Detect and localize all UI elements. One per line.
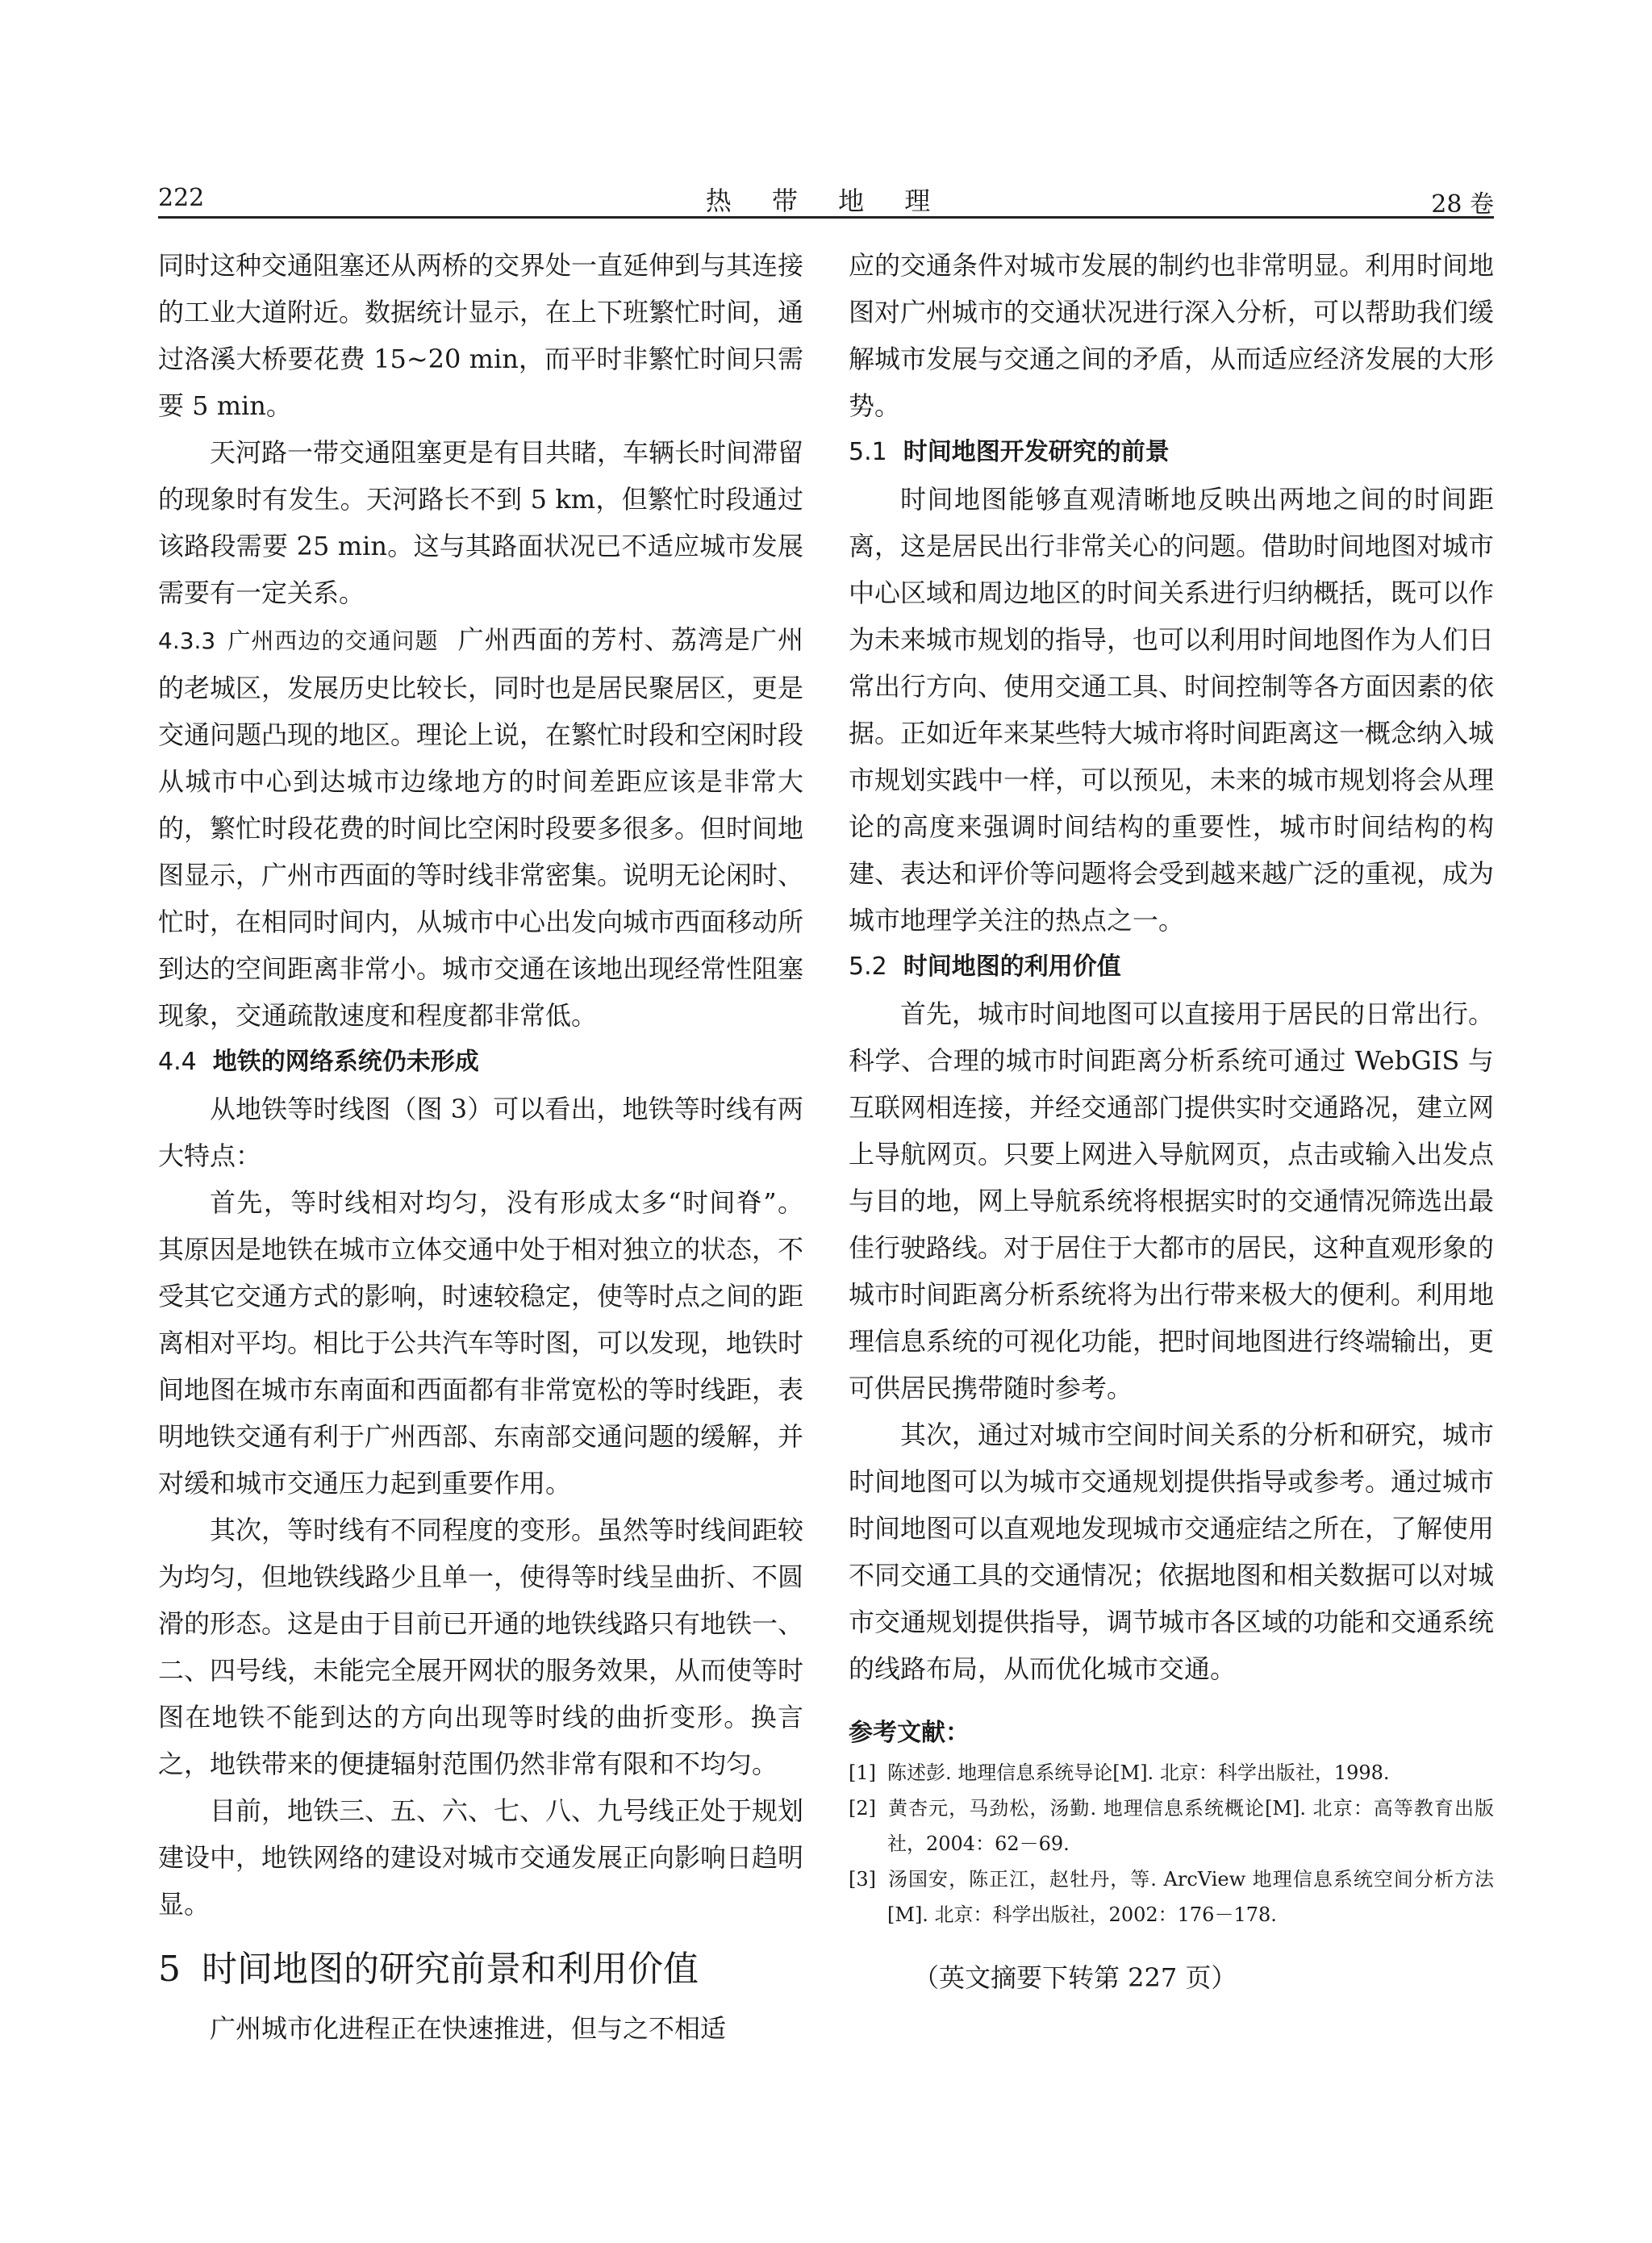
paragraph: 应的交通条件对城市发展的制约也非常明显。利用时间地图对广州城市的交通状况进行深入分析，可以帮助我们缓解城市发展与交通之间的矛盾，从而适应经济发展的大形势。 [849,250,1495,421]
section-number: 4.3.3 [158,627,216,654]
section-heading-5-1 [849,429,1494,476]
paragraph: 其次，等时线有不同程度的变形。虽然等时线间距较为均匀，但地铁线路少且单一，使得等时线呈曲折、不圆滑的形态。这是由于目前已开通的地铁线路只有地铁一、二、四号线，未能完全展开网状的服务效果，从而使等时图在地铁不能到达的方向出现等时线的曲折变形。换言之，地铁带来的便捷辐射范围仍然非常有限和不均匀。 [158,1515,804,1779]
reference-item [849,1755,1494,1791]
journal-title: 热 带 地 理 [705,186,947,216]
section-title: 时间地图开发研究的前景 [903,438,1170,466]
header-rule [158,216,1494,219]
section-number: 5.1 [849,438,887,466]
section-number: 4.4 [158,1048,197,1076]
section-number: 5 [158,1949,181,1990]
reference-item [849,1791,1494,1862]
reference-number: [3] [849,1868,876,1891]
section-title: 时间地图的研究前景和利用价值 [202,1949,699,1990]
paragraph: 时间地图能够直观清晰地反映出两地之间的时间距离，这是居民出行非常关心的问题。借助时间地图对城市中心区域和周边地区的时间关系进行归纳概括，既可以作为未来城市规划的指导，也可以利用时间地图作为人们日常出行方向、使用交通工具、时间控制等各方面因素的依据。正如近年来某些特大城市将时间距离这一概念纳入城市规划实践中一样，可以预见，未来的城市规划将会从理论的高度来强调时间结构的重要性，城市时间结构的构建、表达和评价等问题将会受到越来越广泛的重视，成为城市地理学关注的热点之一。 [849,484,1495,936]
section-title: 广州西边的交通问题 [227,627,439,654]
section-heading-4-4 [158,1039,803,1086]
reference-text: 黄杏元，马劲松，汤勤. 地理信息系统概论[M]. 北京：高等教育出版社，2004：62－69. [887,1797,1494,1855]
section-heading-5 [158,1939,803,2000]
volume-label: 28 卷 [1431,190,1494,219]
reference-item [849,1862,1494,1932]
reference-number: [1] [849,1761,876,1784]
paragraph: 天河路一带交通阻塞更是有目共睹，车辆长时间滞留的现象时有发生。天河路长不到 5 km，但繁忙时段通过该路段需要 25 min。这与其路面状况已不适应城市发展需要有一定关系。 [158,437,804,608]
paragraph: 广州城市化进程正在快速推进，但与之不相适 [210,2013,727,2044]
paragraph: 目前，地铁三、五、六、七、八、九号线正处于规划建设中，地铁网络的建设对城市交通发展正向影响日趋明显。 [158,1795,804,1920]
right-column [849,242,1494,2000]
paragraph: 其次，通过对城市空间时间关系的分析和研究，城市时间地图可以为城市交通规划提供指导或参考。通过城市时间地图可以直观地发现城市交通症结之所在，了解使用不同交通工具的交通情况；依据地图和相关数据可以对城市交通规划提供指导，调节城市各区域的功能和交通系统的线路布局，从而优化城市交通。 [849,1420,1495,1684]
references-heading: 参考文献： [849,1719,970,1747]
subsection-4-3-3 [158,616,803,1039]
continuation-note: （英文摘要下转第 227 页） [913,1962,1237,1993]
section-heading-5-2 [849,944,1494,990]
running-header [158,179,1494,219]
paragraph: 同时这种交通阻塞还从两桥的交界处一直延伸到与其连接的工业大道附近。数据统计显示，在上下班繁忙时间，通过洛溪大桥要花费 15~20 min，而平时非繁忙时间只需要 5 min。 [158,250,804,421]
page-number: 222 [158,184,205,212]
reference-text: 陈述彭. 地理信息系统导论[M]. 北京：科学出版社，1998. [887,1761,1390,1784]
section-number: 5.2 [849,953,887,981]
section-title: 时间地图的利用价值 [903,953,1121,981]
reference-number: [2] [849,1797,876,1820]
left-column [158,242,803,2052]
section-title: 地铁的网络系统仍未形成 [212,1048,479,1076]
paragraph: 首先，等时线相对均匀，没有形成太多“时间脊”。其原因是地铁在城市立体交通中处于相对独立的状态，不受其它交通方式的影响，时速较稳定，使等时点之间的距离相对平均。相比于公共汽车等时图，可以发现，地铁时间地图在城市东南面和西面都有非常宽松的等时线距，表明地铁交通有利于广州西部、东南部交通问题的缓解，并对缓和城市交通压力起到重要作用。 [158,1187,804,1499]
paragraph: 首先，城市时间地图可以直接用于居民的日常出行。科学、合理的城市时间距离分析系统可通过 WebGIS 与互联网相连接，并经交通部门提供实时交通路况，建立网上导航网页。只要上网进入导航网页，点击或输入出发点与目的地，网上导航系统将根据实时的交通情况筛选出最佳行驶路线。对于居住于大都市的居民，这种直观形象的城市时间距离分析系统将为出行带来极大的便利。利用地理信息系统的可视化功能，把时间地图进行终端输出，更可供居民携带随时参考。 [849,999,1495,1403]
paragraph: 从地铁等时线图（图 3）可以看出，地铁等时线有两大特点： [158,1094,803,1171]
section-text: 广州西面的芳村、荔湾是广州的老城区，发展历史比较长，同时也是居民聚居区，更是交通问题凸现的地区。理论上说，在繁忙时段和空闲时段从城市中心到达城市边缘地方的时间差距应该是非常大的，繁忙时段花费的时间比空闲时段要多很多。但时间地图显示，广州市西面的等时线非常密集。说明无论闲时、忙时，在相同时间内，从城市中心出发向城市西面移动所到达的空间距离非常小。城市交通在该地出现经常性阻塞现象，交通疏散速度和程度都非常低。 [158,624,804,1031]
reference-text: 汤国安，陈正江，赵牡丹，等. ArcView 地理信息系统空间分析方法[M]. 北京：科学出版社，2002：176－178. [887,1868,1494,1926]
